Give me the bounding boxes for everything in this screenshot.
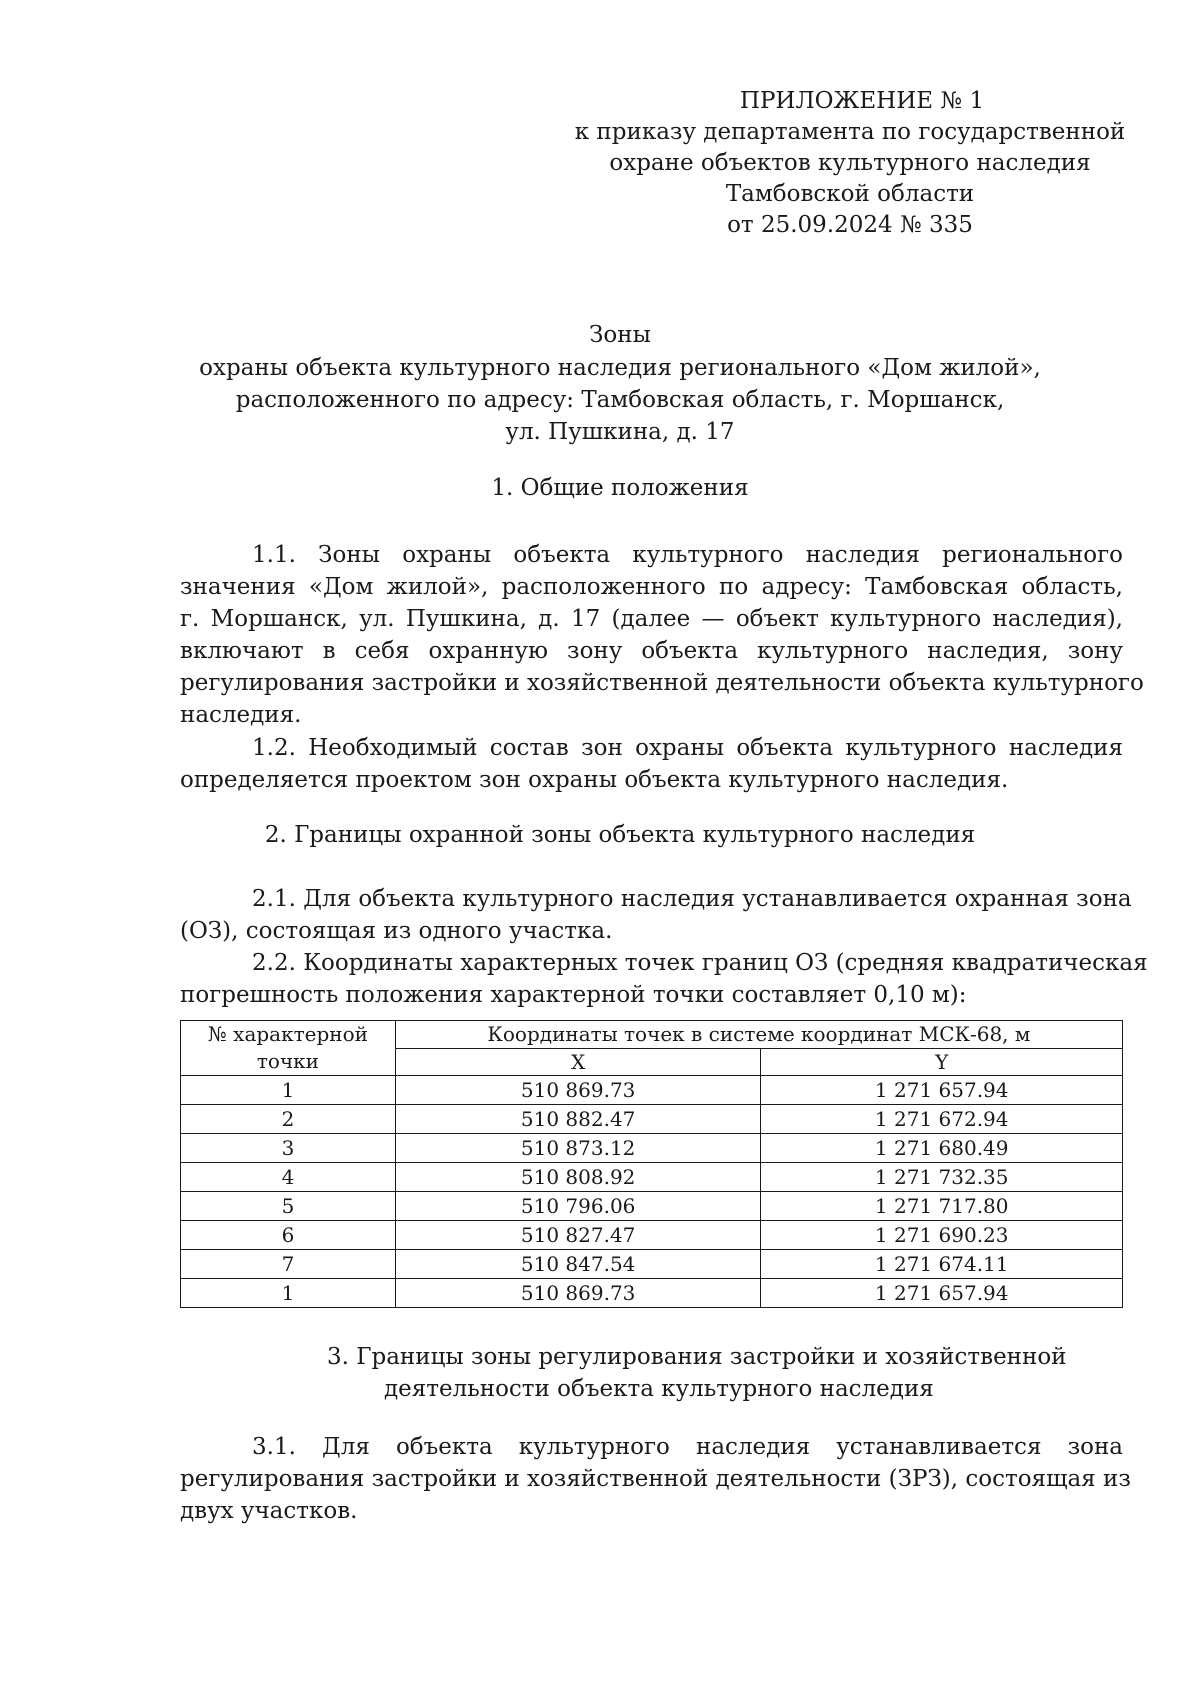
paragraph-line: 1.2. Необходимый состав зон охраны объекта культурного наследия xyxy=(252,735,1123,761)
section-heading-3-line2: деятельности объекта культурного наследия xyxy=(384,1376,934,1402)
coordinates-table xyxy=(180,1020,1123,1308)
document-title-line: охраны объекта культурного наследия регионального «Дом жилой», xyxy=(199,355,1041,381)
cell-y: 1 271 680.49 xyxy=(761,1134,1123,1163)
table-header-row xyxy=(181,1021,1123,1049)
table-row xyxy=(181,1076,1123,1105)
header-point-number-line1: № характерной xyxy=(207,1022,368,1046)
cell-y: 1 271 657.94 xyxy=(761,1076,1123,1105)
paragraph-line: наследия. xyxy=(180,702,302,728)
paragraph-line: погрешность положения характерной точки составляет 0,10 м): xyxy=(180,982,967,1008)
appendix-header xyxy=(560,86,1140,241)
cell-y: 1 271 672.94 xyxy=(761,1105,1123,1134)
cell-x: 510 847.54 xyxy=(395,1250,761,1279)
table-row xyxy=(181,1134,1123,1163)
cell-point: 1 xyxy=(181,1076,396,1105)
header-point-number-line2: точки xyxy=(256,1049,320,1073)
table-row xyxy=(181,1221,1123,1250)
cell-x: 510 796.06 xyxy=(395,1192,761,1221)
paragraph-line: 2.2. Координаты характерных точек границ ОЗ (средняя квадратическая xyxy=(252,950,1148,976)
header-y: Y xyxy=(761,1048,1123,1076)
cell-point: 7 xyxy=(181,1250,396,1279)
cell-y: 1 271 657.94 xyxy=(761,1279,1123,1308)
paragraph-line: 3.1. Для объекта культурного наследия устанавливается зона xyxy=(252,1434,1123,1460)
table-row xyxy=(181,1163,1123,1192)
table-row xyxy=(181,1192,1123,1221)
paragraph-line: 1.1. Зоны охраны объекта культурного наследия регионального xyxy=(252,542,1123,568)
appendix-number: ПРИЛОЖЕНИЕ № 1 xyxy=(739,88,985,114)
cell-y: 1 271 690.23 xyxy=(761,1221,1123,1250)
cell-point: 6 xyxy=(181,1221,396,1250)
cell-y: 1 271 732.35 xyxy=(761,1163,1123,1192)
table-row xyxy=(181,1105,1123,1134)
appendix-order-line: Тамбовской области xyxy=(725,181,975,207)
paragraph-line: значения «Дом жилой», расположенного по адресу: Тамбовская область, xyxy=(180,574,1123,600)
header-coordinates: Координаты точек в системе координат МСК-68, м xyxy=(395,1021,1122,1049)
cell-y: 1 271 717.80 xyxy=(761,1192,1123,1221)
coordinates-rows xyxy=(181,1076,1123,1308)
appendix-order-line: охране объектов культурного наследия xyxy=(609,150,1091,176)
cell-x: 510 808.92 xyxy=(395,1163,761,1192)
cell-x: 510 873.12 xyxy=(395,1134,761,1163)
document-title-line: ул. Пушкина, д. 17 xyxy=(505,419,735,445)
header-point-number xyxy=(181,1021,396,1076)
cell-x: 510 869.73 xyxy=(395,1076,761,1105)
cell-point: 1 xyxy=(181,1279,396,1308)
paragraph-line: регулирования застройки и хозяйственной деятельности (ЗРЗ), состоящая из xyxy=(180,1466,1131,1492)
section-heading-1: 1. Общие положения xyxy=(491,475,749,501)
appendix-order-line: к приказу департамента по государственной xyxy=(574,119,1126,145)
paragraph-line: определяется проектом зон охраны объекта культурного наследия. xyxy=(180,767,1009,793)
cell-point: 2 xyxy=(181,1105,396,1134)
paragraph-line: г. Моршанск, ул. Пушкина, д. 17 (далее — объект культурного наследия), xyxy=(180,606,1123,632)
cell-x: 510 869.73 xyxy=(395,1279,761,1308)
paragraph-line: двух участков. xyxy=(180,1498,358,1524)
appendix-order-date: от 25.09.2024 № 335 xyxy=(727,212,973,238)
cell-y: 1 271 674.11 xyxy=(761,1250,1123,1279)
cell-point: 5 xyxy=(181,1192,396,1221)
table-row xyxy=(181,1250,1123,1279)
document-title-line: расположенного по адресу: Тамбовская область, г. Моршанск, xyxy=(235,387,1005,413)
cell-point: 3 xyxy=(181,1134,396,1163)
cell-point: 4 xyxy=(181,1163,396,1192)
paragraph-line: включают в себя охранную зону объекта культурного наследия, зону xyxy=(180,638,1123,664)
document-title: Зоны xyxy=(589,322,651,348)
header-x: X xyxy=(395,1048,761,1076)
table-row xyxy=(181,1279,1123,1308)
paragraph-line: (ОЗ), состоящая из одного участка. xyxy=(180,918,613,944)
cell-x: 510 827.47 xyxy=(395,1221,761,1250)
paragraph-line: регулирования застройки и хозяйственной деятельности объекта культурного xyxy=(180,670,1144,696)
paragraph-line: 2.1. Для объекта культурного наследия устанавливается охранная зона xyxy=(252,886,1132,912)
section-heading-3: 3. Границы зоны регулирования застройки и хозяйственной xyxy=(327,1344,1067,1370)
cell-x: 510 882.47 xyxy=(395,1105,761,1134)
section-heading-2: 2. Границы охранной зоны объекта культурного наследия xyxy=(264,822,976,848)
